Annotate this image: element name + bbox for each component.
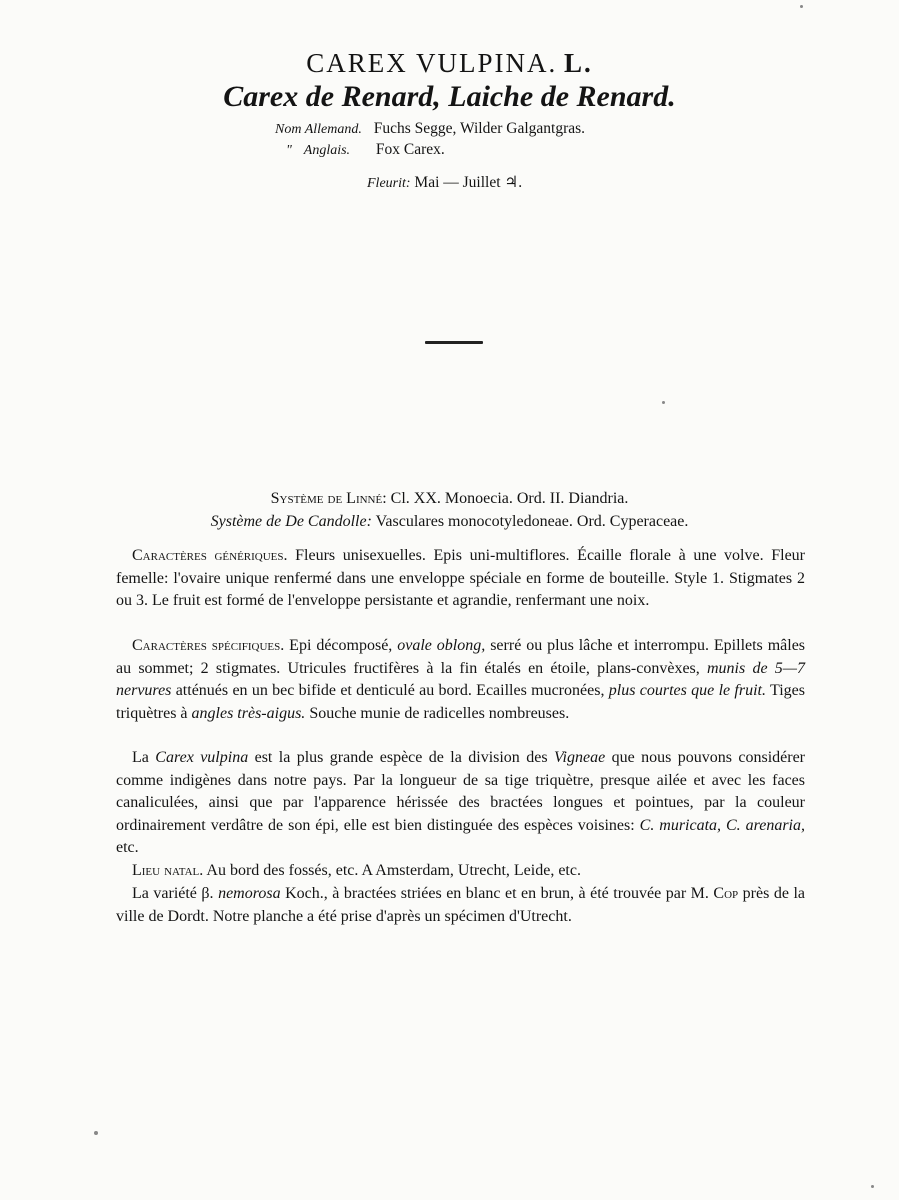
specific-label: Caractères spécifiques. [132,637,285,654]
title-latin [0,48,899,79]
title-author: L. [564,48,593,78]
flowering-line [367,173,522,192]
specific-text: atténués en un bec bifide et denticulé au bord. Ecailles mucronées, [175,682,605,699]
generic-text: Fleurs unisexuelles. Epis uni-multiflores. Écaille florale à une volve. Fleur femelle: l'ovaire unique renfermé dans une enveloppe spéciale en forme de bouteille. Style 1. Stigmates 2 ou 3. Le fruit est formé de l'enveloppe persistante et agrandie, renfermant une noix. [116,547,805,609]
linne-value: Cl. XX. Monoecia. Ord. II. Diandria. [390,490,629,507]
divider-rule [425,341,483,344]
description-italic: C. muricata, C. arenaria, [639,816,806,834]
habitat-paragraph [116,860,805,883]
specific-text: serré ou plus lâche et interrompu. Epillets mâles au sommet; 2 stigmates. Utricules fructifères à la fin étalés en étoile, plans-convèxes, [116,637,806,677]
description-text: etc. [116,839,139,856]
description-text: La [132,749,149,766]
generic-label: Caractères génériques. [132,547,288,564]
title-french: Carex de Renard, Laiche de Renard. [223,80,676,113]
specific-text: Souche munie de radicelles nombreuses. [309,704,570,722]
habitat-text: Au bord des fossés, etc. A Amsterdam, Utrecht, Leide, etc. [206,862,581,879]
specific-text: Epi décomposé, [289,637,393,654]
english-name-line [286,141,445,159]
description-text: que nous pouvons considérer comme indigènes dans notre pays. Par la longueur de sa tige triquètre, presque ailée et avec les faces canaliculées, ainsi que par l'apparence hérissée des bractées longues et pointues, par la couleur ordinairement verdâtre de son épi, elle est bien distinguée des espèces voisines: [116,749,805,834]
description-italic: Vigneae [553,749,606,766]
variety-text: Koch., à bractées striées en blanc et en brun, à été trouvée par M. [285,885,709,902]
collector-name: Cop [713,885,739,902]
variety-italic: nemorosa [218,885,281,902]
linne-label: Système de Linné: [270,490,387,507]
candolle-value: Vasculares monocotyledoneae. Ord. Cyperaceae. [375,513,689,530]
candolle-label: Système de De Candolle: [210,513,372,530]
english-label: Anglais. [303,143,351,158]
description-paragraph [116,747,805,860]
paper-speck [871,1185,874,1188]
variety-text: La variété β. [132,885,214,902]
candolle-system-line [0,513,899,531]
habitat-label: Lieu natal. [132,862,204,879]
german-label: Nom Allemand. [275,122,362,137]
description-italic: Carex vulpina [155,749,249,766]
specific-italic: munis de 5—7 nervures [116,659,805,699]
german-name-line [275,120,585,138]
paper-speck [662,401,665,404]
variety-paragraph [116,883,805,928]
linne-system-line [0,490,899,508]
german-value: Fuchs Segge, Wilder Galgantgras. [373,120,586,137]
specific-italic: angles très-aigus. [191,704,306,722]
variety-text: près de la ville de Dordt. Notre planche a été prise d'après un spécimen d'Utrecht. [116,885,805,925]
flowering-label: Fleurit: [367,176,411,191]
english-value: Fox Carex. [375,141,445,158]
specific-italic: plus courtes que le fruit. [608,682,766,699]
generic-characters-paragraph [116,545,805,613]
paper-speck [94,1131,98,1135]
description-text: est la plus grande espèce de la division des [254,749,548,766]
specific-text: Tiges triquètres à [116,682,805,722]
flowering-value: Mai — Juillet ♃. [414,174,523,191]
title-latin-name: CAREX VULPINA. [306,48,558,78]
paper-speck [800,5,803,8]
specific-characters-paragraph [116,635,805,725]
specific-italic: ovale oblong, [397,637,486,654]
ditto-mark: " [286,143,292,158]
